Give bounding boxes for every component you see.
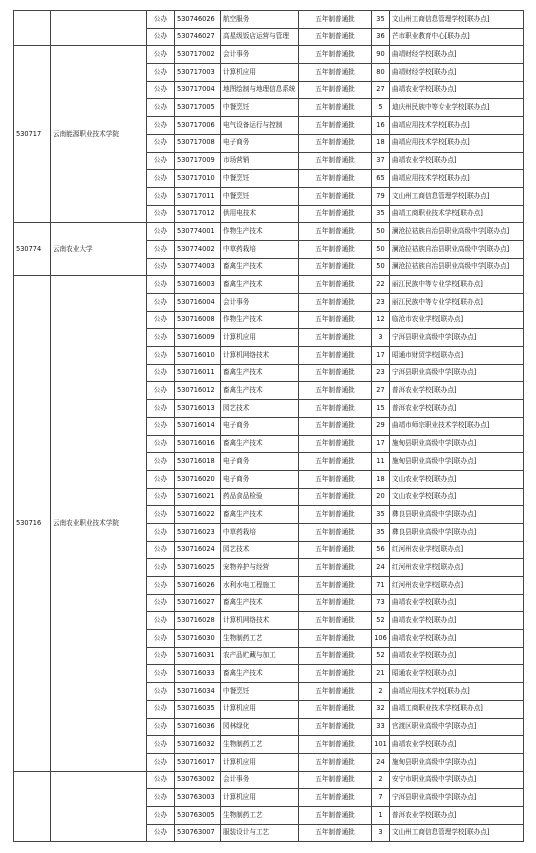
quota-cell: 7 [372, 789, 390, 807]
major-name-cell: 畜禽生产技术 [221, 435, 299, 453]
quota-cell: 18 [372, 470, 390, 488]
school-type-cell: 公办 [147, 28, 175, 46]
partner-school-cell: 文山农业学校[联办点] [390, 470, 524, 488]
program-type-cell: 五年制普通批 [299, 453, 372, 471]
school-name-cell [51, 11, 147, 46]
program-type-cell: 五年制普通批 [299, 736, 372, 754]
quota-cell: 21 [372, 665, 390, 683]
school-type-cell: 公办 [147, 187, 175, 205]
major-name-cell: 中草药栽培 [221, 523, 299, 541]
school-type-cell: 公办 [147, 700, 175, 718]
major-code-cell: 530717003 [175, 64, 221, 82]
program-type-cell: 五年制普通批 [299, 470, 372, 488]
major-code-cell: 530763005 [175, 806, 221, 824]
quota-cell: 101 [372, 736, 390, 754]
school-type-cell: 公办 [147, 435, 175, 453]
school-type-cell: 公办 [147, 753, 175, 771]
school-type-cell: 公办 [147, 806, 175, 824]
major-code-cell: 530716027 [175, 594, 221, 612]
quota-cell: 50 [372, 258, 390, 276]
partner-school-cell: 普洱农业学校[联办点] [390, 806, 524, 824]
school-type-cell: 公办 [147, 329, 175, 347]
school-type-cell: 公办 [147, 647, 175, 665]
quota-cell: 23 [372, 294, 390, 312]
major-code-cell: 530774003 [175, 258, 221, 276]
school-name-cell: 云南农业职业技术学院 [51, 276, 147, 771]
school-type-cell: 公办 [147, 258, 175, 276]
school-type-cell: 公办 [147, 718, 175, 736]
quota-cell: 35 [372, 506, 390, 524]
program-type-cell: 五年制普通批 [299, 488, 372, 506]
program-type-cell: 五年制普通批 [299, 117, 372, 135]
major-code-cell: 530716025 [175, 559, 221, 577]
program-type-cell: 五年制普通批 [299, 523, 372, 541]
partner-school-cell: 澜沧拉祜族自治县职业高级中学[联办点] [390, 258, 524, 276]
major-code-cell: 530716030 [175, 630, 221, 648]
quota-cell: 2 [372, 683, 390, 701]
program-type-cell: 五年制普通批 [299, 647, 372, 665]
partner-school-cell: 丽江民族中等专业学校[联办点] [390, 294, 524, 312]
school-code-cell: 530717 [14, 46, 51, 223]
major-code-cell: 530717012 [175, 205, 221, 223]
program-type-cell: 五年制普通批 [299, 276, 372, 294]
school-type-cell: 公办 [147, 64, 175, 82]
quota-cell: 22 [372, 276, 390, 294]
quota-cell: 15 [372, 400, 390, 418]
major-name-cell: 畜禽生产技术 [221, 382, 299, 400]
program-type-cell: 五年制普通批 [299, 753, 372, 771]
partner-school-cell: 曲靖农业学校[联办点] [390, 630, 524, 648]
partner-school-cell: 宁洱县职业高级中学[联办点] [390, 789, 524, 807]
school-type-cell: 公办 [147, 736, 175, 754]
major-code-cell: 530716013 [175, 400, 221, 418]
school-type-cell: 公办 [147, 81, 175, 99]
program-type-cell: 五年制普通批 [299, 718, 372, 736]
school-type-cell: 公办 [147, 824, 175, 842]
partner-school-cell: 曲靖农业学校[联办点] [390, 612, 524, 630]
table-row [14, 771, 524, 789]
quota-cell: 17 [372, 347, 390, 365]
school-name-cell: 云南能源职业技术学院 [51, 46, 147, 223]
program-type-cell: 五年制普通批 [299, 347, 372, 365]
major-code-cell: 530716008 [175, 311, 221, 329]
quota-cell: 106 [372, 630, 390, 648]
school-type-cell: 公办 [147, 470, 175, 488]
major-name-cell: 畜禽生产技术 [221, 506, 299, 524]
partner-school-cell: 普洱农业学校[联办点] [390, 400, 524, 418]
school-type-cell: 公办 [147, 311, 175, 329]
table-body [14, 11, 524, 842]
program-type-cell: 五年制普通批 [299, 789, 372, 807]
school-type-cell: 公办 [147, 630, 175, 648]
quota-cell: 27 [372, 81, 390, 99]
major-name-cell: 电子商务 [221, 134, 299, 152]
school-type-cell: 公办 [147, 400, 175, 418]
major-code-cell: 530763007 [175, 824, 221, 842]
school-type-cell: 公办 [147, 488, 175, 506]
program-type-cell: 五年制普通批 [299, 99, 372, 117]
partner-school-cell: 曲靖工商职业技术学校[联办点] [390, 700, 524, 718]
major-name-cell: 生物制药工艺 [221, 736, 299, 754]
partner-school-cell: 曲靖农业学校[联办点] [390, 647, 524, 665]
program-type-cell: 五年制普通批 [299, 170, 372, 188]
school-type-cell: 公办 [147, 523, 175, 541]
partner-school-cell: 曲靖应用技术学校[联办点] [390, 683, 524, 701]
major-name-cell: 计算机应用 [221, 753, 299, 771]
partner-school-cell: 昭通农业学校[联办点] [390, 665, 524, 683]
school-type-cell: 公办 [147, 364, 175, 382]
program-type-cell: 五年制普通批 [299, 806, 372, 824]
major-code-cell: 530717010 [175, 170, 221, 188]
major-code-cell: 530763002 [175, 771, 221, 789]
major-name-cell: 会计事务 [221, 46, 299, 64]
major-name-cell: 生物制药工艺 [221, 806, 299, 824]
major-name-cell: 会计事务 [221, 771, 299, 789]
major-code-cell: 530716004 [175, 294, 221, 312]
quota-cell: 27 [372, 382, 390, 400]
major-name-cell: 航空服务 [221, 11, 299, 29]
partner-school-cell: 芒市职业教育中心[联办点] [390, 28, 524, 46]
program-type-cell: 五年制普通批 [299, 559, 372, 577]
major-code-cell: 530716022 [175, 506, 221, 524]
quota-cell: 56 [372, 541, 390, 559]
program-type-cell: 五年制普通批 [299, 541, 372, 559]
major-name-cell: 中餐烹饪 [221, 187, 299, 205]
major-code-cell: 530746026 [175, 11, 221, 29]
major-code-cell: 530774002 [175, 240, 221, 258]
quota-cell: 3 [372, 329, 390, 347]
school-name-cell: 云南农业大学 [51, 223, 147, 276]
school-type-cell: 公办 [147, 789, 175, 807]
major-code-cell: 530716031 [175, 647, 221, 665]
program-type-cell: 五年制普通批 [299, 223, 372, 241]
program-type-cell: 五年制普通批 [299, 46, 372, 64]
partner-school-cell: 曲靖工商职业技术学校[联办点] [390, 205, 524, 223]
major-name-cell: 中餐烹饪 [221, 99, 299, 117]
program-type-cell: 五年制普通批 [299, 258, 372, 276]
partner-school-cell: 施甸县职业高级中学[联办点] [390, 435, 524, 453]
major-name-cell: 计算机网络技术 [221, 612, 299, 630]
partner-school-cell: 彝良县职业高级中学[联办点] [390, 523, 524, 541]
school-type-cell: 公办 [147, 99, 175, 117]
program-type-cell: 五年制普通批 [299, 506, 372, 524]
major-name-cell: 畜禽生产技术 [221, 665, 299, 683]
quota-cell: 23 [372, 364, 390, 382]
major-code-cell: 530717008 [175, 134, 221, 152]
major-code-cell: 530763003 [175, 789, 221, 807]
program-type-cell: 五年制普通批 [299, 187, 372, 205]
program-type-cell: 五年制普通批 [299, 594, 372, 612]
quota-cell: 24 [372, 753, 390, 771]
school-type-cell: 公办 [147, 223, 175, 241]
major-name-cell: 作物生产技术 [221, 311, 299, 329]
major-name-cell: 畜禽生产技术 [221, 258, 299, 276]
quota-cell: 33 [372, 718, 390, 736]
major-name-cell: 计算机应用 [221, 329, 299, 347]
school-type-cell: 公办 [147, 117, 175, 135]
partner-school-cell: 曲靖应用技术学校[联办点] [390, 117, 524, 135]
partner-school-cell: 曲靖财经学校[联办点] [390, 64, 524, 82]
quota-cell: 5 [372, 99, 390, 117]
major-name-cell: 生物制药工艺 [221, 630, 299, 648]
partner-school-cell: 迪庆州民族中等专业学校[联办点] [390, 99, 524, 117]
quota-cell: 29 [372, 417, 390, 435]
program-type-cell: 五年制普通批 [299, 11, 372, 29]
major-name-cell: 服装设计与工艺 [221, 824, 299, 842]
major-name-cell: 中餐烹饪 [221, 170, 299, 188]
major-code-cell: 530717006 [175, 117, 221, 135]
table-row [14, 276, 524, 294]
school-type-cell: 公办 [147, 665, 175, 683]
major-name-cell: 市场营销 [221, 152, 299, 170]
major-name-cell: 园艺技术 [221, 541, 299, 559]
partner-school-cell: 曲靖市师宗职业技术学校[联办点] [390, 417, 524, 435]
partner-school-cell: 红河州农业学校[联办点] [390, 577, 524, 595]
major-name-cell: 药品食品检验 [221, 488, 299, 506]
school-type-cell: 公办 [147, 683, 175, 701]
major-code-cell: 530716020 [175, 470, 221, 488]
major-name-cell: 地图绘制与地理信息系统 [221, 81, 299, 99]
school-type-cell: 公办 [147, 240, 175, 258]
partner-school-cell: 曲靖财经学校[联办点] [390, 46, 524, 64]
program-type-cell: 五年制普通批 [299, 665, 372, 683]
program-type-cell: 五年制普通批 [299, 824, 372, 842]
major-name-cell: 电子商务 [221, 417, 299, 435]
program-type-cell: 五年制普通批 [299, 364, 372, 382]
major-name-cell: 电气设备运行与控制 [221, 117, 299, 135]
school-code-cell [14, 771, 51, 842]
major-name-cell: 园艺技术 [221, 400, 299, 418]
partner-school-cell: 施甸县职业高级中学[联办点] [390, 753, 524, 771]
program-type-cell: 五年制普通批 [299, 382, 372, 400]
school-type-cell: 公办 [147, 612, 175, 630]
partner-school-cell: 曲靖应用技术学校[联办点] [390, 170, 524, 188]
quota-cell: 71 [372, 577, 390, 595]
quota-cell: 79 [372, 187, 390, 205]
partner-school-cell: 曲靖农业学校[联办点] [390, 594, 524, 612]
partner-school-cell: 昭通市财贸学校[联办点] [390, 347, 524, 365]
major-code-cell: 530717002 [175, 46, 221, 64]
major-name-cell: 计算机网络技术 [221, 347, 299, 365]
program-type-cell: 五年制普通批 [299, 630, 372, 648]
major-code-cell: 530716035 [175, 700, 221, 718]
major-name-cell: 畜禽生产技术 [221, 276, 299, 294]
major-code-cell: 530716033 [175, 665, 221, 683]
quota-cell: 80 [372, 64, 390, 82]
quota-cell: 16 [372, 117, 390, 135]
quota-cell: 20 [372, 488, 390, 506]
major-code-cell: 530774001 [175, 223, 221, 241]
partner-school-cell: 官渡区职业高级中学[联办点] [390, 718, 524, 736]
major-name-cell: 水利水电工程施工 [221, 577, 299, 595]
school-type-cell: 公办 [147, 205, 175, 223]
program-type-cell: 五年制普通批 [299, 205, 372, 223]
major-name-cell: 中草药栽培 [221, 240, 299, 258]
major-name-cell: 宠物养护与经营 [221, 559, 299, 577]
school-type-cell: 公办 [147, 134, 175, 152]
quota-cell: 11 [372, 453, 390, 471]
table-row [14, 223, 524, 241]
major-code-cell: 530717004 [175, 81, 221, 99]
major-code-cell: 530716028 [175, 612, 221, 630]
school-name-cell [51, 771, 147, 842]
partner-school-cell: 澜沧拉祜族自治县职业高级中学[联办点] [390, 240, 524, 258]
partner-school-cell: 红河州农业学校[联办点] [390, 559, 524, 577]
school-type-cell: 公办 [147, 453, 175, 471]
school-type-cell: 公办 [147, 506, 175, 524]
school-type-cell: 公办 [147, 276, 175, 294]
program-type-cell: 五年制普通批 [299, 294, 372, 312]
major-code-cell: 530717011 [175, 187, 221, 205]
partner-school-cell: 文山州工商信息管理学校[联办点] [390, 824, 524, 842]
major-code-cell: 530716018 [175, 453, 221, 471]
program-type-cell: 五年制普通批 [299, 435, 372, 453]
quota-cell: 50 [372, 223, 390, 241]
program-type-cell: 五年制普通批 [299, 700, 372, 718]
partner-school-cell: 文山州工商信息管理学校[联办点] [390, 187, 524, 205]
partner-school-cell: 丽江民族中等专业学校[联办点] [390, 276, 524, 294]
partner-school-cell: 曲靖农业学校[联办点] [390, 81, 524, 99]
major-code-cell: 530716032 [175, 736, 221, 754]
school-type-cell: 公办 [147, 382, 175, 400]
major-code-cell: 530716023 [175, 523, 221, 541]
partner-school-cell: 普洱农业学校[联办点] [390, 382, 524, 400]
quota-cell: 18 [372, 134, 390, 152]
program-type-cell: 五年制普通批 [299, 81, 372, 99]
major-name-cell: 会计事务 [221, 294, 299, 312]
major-code-cell: 530716034 [175, 683, 221, 701]
quota-cell: 35 [372, 11, 390, 29]
major-code-cell: 530716024 [175, 541, 221, 559]
quota-cell: 35 [372, 523, 390, 541]
major-name-cell: 计算机应用 [221, 789, 299, 807]
major-code-cell: 530717005 [175, 99, 221, 117]
major-code-cell: 530716026 [175, 577, 221, 595]
school-type-cell: 公办 [147, 11, 175, 29]
partner-school-cell: 文山州工商信息管理学校[联办点] [390, 11, 524, 29]
enrollment-table [13, 10, 524, 842]
major-name-cell: 农产品贮藏与加工 [221, 647, 299, 665]
major-name-cell: 中餐烹饪 [221, 683, 299, 701]
major-name-cell: 畜禽生产技术 [221, 594, 299, 612]
partner-school-cell: 临沧市农业学校[联办点] [390, 311, 524, 329]
school-type-cell: 公办 [147, 594, 175, 612]
quota-cell: 17 [372, 435, 390, 453]
school-type-cell: 公办 [147, 417, 175, 435]
major-code-cell: 530716003 [175, 276, 221, 294]
school-type-cell: 公办 [147, 170, 175, 188]
major-code-cell: 530717009 [175, 152, 221, 170]
program-type-cell: 五年制普通批 [299, 152, 372, 170]
quota-cell: 32 [372, 700, 390, 718]
program-type-cell: 五年制普通批 [299, 577, 372, 595]
school-type-cell: 公办 [147, 46, 175, 64]
major-name-cell: 计算机应用 [221, 700, 299, 718]
partner-school-cell: 澜沧拉祜族自治县职业高级中学[联办点] [390, 223, 524, 241]
partner-school-cell: 曲靖农业学校[联办点] [390, 152, 524, 170]
major-code-cell: 530716012 [175, 382, 221, 400]
major-code-cell: 530716017 [175, 753, 221, 771]
quota-cell: 3 [372, 824, 390, 842]
school-type-cell: 公办 [147, 347, 175, 365]
quota-cell: 52 [372, 612, 390, 630]
quota-cell: 90 [372, 46, 390, 64]
school-type-cell: 公办 [147, 294, 175, 312]
major-name-cell: 畜禽生产技术 [221, 364, 299, 382]
major-code-cell: 530716016 [175, 435, 221, 453]
school-type-cell: 公办 [147, 152, 175, 170]
partner-school-cell: 曲靖应用技术学校[联办点] [390, 134, 524, 152]
quota-cell: 12 [372, 311, 390, 329]
school-type-cell: 公办 [147, 541, 175, 559]
quota-cell: 37 [372, 152, 390, 170]
partner-school-cell: 红河州农业学校[联办点] [390, 541, 524, 559]
program-type-cell: 五年制普通批 [299, 240, 372, 258]
program-type-cell: 五年制普通批 [299, 311, 372, 329]
major-name-cell: 供用电技术 [221, 205, 299, 223]
school-code-cell [14, 11, 51, 46]
program-type-cell: 五年制普通批 [299, 612, 372, 630]
partner-school-cell: 文山农业学校[联办点] [390, 488, 524, 506]
program-type-cell: 五年制普通批 [299, 134, 372, 152]
partner-school-cell: 彝良县职业高级中学[联办点] [390, 506, 524, 524]
school-code-cell: 530716 [14, 276, 51, 771]
program-type-cell: 五年制普通批 [299, 64, 372, 82]
program-type-cell: 五年制普通批 [299, 28, 372, 46]
major-code-cell: 530716009 [175, 329, 221, 347]
quota-cell: 65 [372, 170, 390, 188]
quota-cell: 2 [372, 771, 390, 789]
major-name-cell: 计算机应用 [221, 64, 299, 82]
program-type-cell: 五年制普通批 [299, 417, 372, 435]
major-code-cell: 530746027 [175, 28, 221, 46]
table-row [14, 11, 524, 29]
partner-school-cell: 施甸县职业高级中学[联办点] [390, 453, 524, 471]
quota-cell: 35 [372, 205, 390, 223]
school-code-cell: 530774 [14, 223, 51, 276]
partner-school-cell: 安宁市职业高级中学[联办点] [390, 771, 524, 789]
major-code-cell: 530716014 [175, 417, 221, 435]
major-code-cell: 530716011 [175, 364, 221, 382]
quota-cell: 1 [372, 806, 390, 824]
major-name-cell: 园林绿化 [221, 718, 299, 736]
major-code-cell: 530716036 [175, 718, 221, 736]
school-type-cell: 公办 [147, 577, 175, 595]
program-type-cell: 五年制普通批 [299, 771, 372, 789]
school-type-cell: 公办 [147, 771, 175, 789]
quota-cell: 36 [372, 28, 390, 46]
major-name-cell: 作物生产技术 [221, 223, 299, 241]
major-name-cell: 电子商务 [221, 453, 299, 471]
major-code-cell: 530716021 [175, 488, 221, 506]
major-name-cell: 电子商务 [221, 470, 299, 488]
partner-school-cell: 宁洱县职业高级中学[联办点] [390, 364, 524, 382]
program-type-cell: 五年制普通批 [299, 683, 372, 701]
school-type-cell: 公办 [147, 559, 175, 577]
program-type-cell: 五年制普通批 [299, 329, 372, 347]
major-code-cell: 530716010 [175, 347, 221, 365]
table-row [14, 46, 524, 64]
quota-cell: 73 [372, 594, 390, 612]
partner-school-cell: 曲靖农业学校[联办点] [390, 736, 524, 754]
partner-school-cell: 宁洱县职业高级中学[联办点] [390, 329, 524, 347]
quota-cell: 24 [372, 559, 390, 577]
program-type-cell: 五年制普通批 [299, 400, 372, 418]
quota-cell: 50 [372, 240, 390, 258]
major-name-cell: 高星级饭店运营与管理 [221, 28, 299, 46]
quota-cell: 52 [372, 647, 390, 665]
